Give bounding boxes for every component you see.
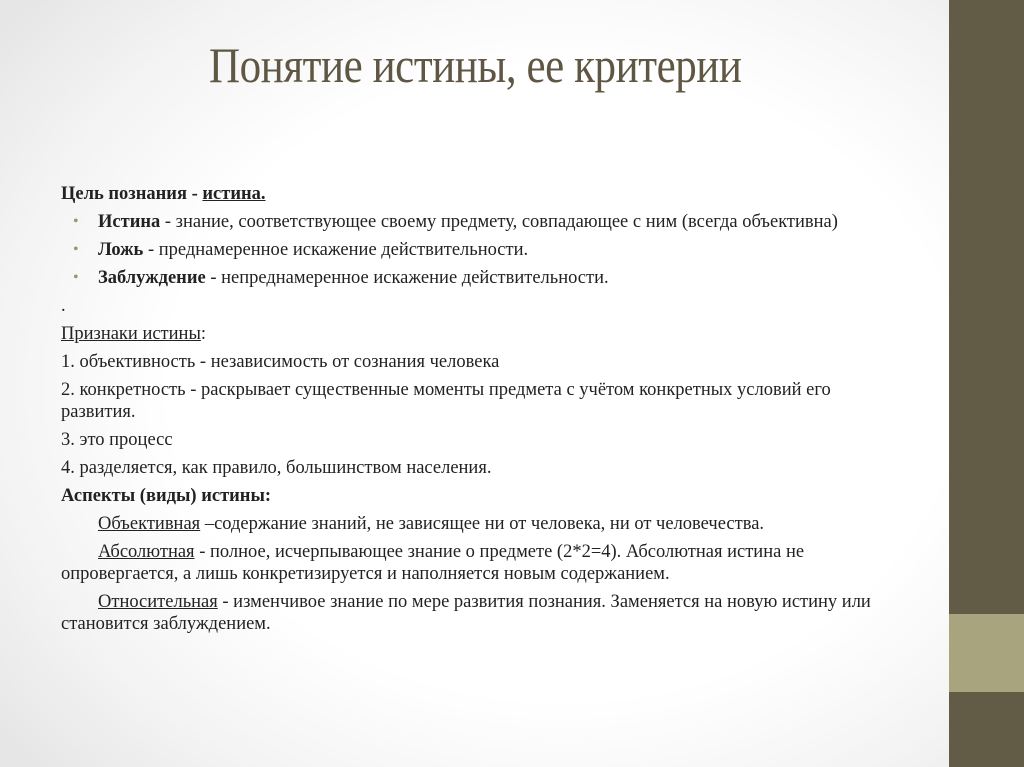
aspect-item <box>61 513 891 535</box>
signs-heading-line <box>61 323 891 345</box>
definition-term: Заблуждение <box>98 268 206 288</box>
decorative-side-band <box>949 614 1024 692</box>
aspect-text: –содержание знаний, не зависящее ни от человека, ни от человечества. <box>200 514 765 534</box>
list-item <box>61 239 891 261</box>
aspect-item <box>61 591 891 635</box>
definition-text: - преднамеренное искажение действительности. <box>143 240 529 260</box>
aspect-term: Относительная <box>98 592 218 612</box>
aspects-heading: Аспекты (виды) истины: <box>61 486 272 506</box>
sign-item: 3. это процесс <box>61 430 173 450</box>
list-item <box>61 211 891 233</box>
sign-item: 1. объективность - независимость от сознания человека <box>61 352 500 372</box>
aspect-text: - изменчивое знание по мере развития познания. Заменяется на новую истину или становится заблуждением. <box>61 592 871 634</box>
aspect-term: Объективная <box>98 514 201 534</box>
list-item <box>61 267 891 289</box>
separator-dot: . <box>61 296 66 316</box>
aspect-term: Абсолютная <box>98 542 195 562</box>
bullet-icon: • <box>73 269 79 286</box>
aspect-text: - полное, исчерпывающее знание о предмете (2*2=4). Абсолютная истина не опровергается, а лишь конкретизируется и наполняется новым содержанием. <box>61 542 805 584</box>
signs-heading: Признаки истины <box>61 324 201 344</box>
signs-heading-suffix: : <box>200 324 207 344</box>
definition-text: - непреднамеренное искажение действительности. <box>205 268 609 288</box>
bullet-icon: • <box>73 241 79 258</box>
goal-line <box>61 183 891 205</box>
slide-title: Понятие истины, ее критерии <box>209 37 742 93</box>
definition-term: Истина <box>98 212 161 232</box>
slide-content <box>61 183 891 641</box>
goal-term: истина. <box>202 184 266 204</box>
bullet-icon: • <box>73 213 79 230</box>
sign-item: 2. конкретность - раскрывает существенные моменты предмета с учётом конкретных условий его развития. <box>61 380 831 422</box>
definitions-list <box>61 211 891 289</box>
definition-term: Ложь <box>98 240 144 260</box>
sign-item: 4. разделяется, как правило, большинством населения. <box>61 458 492 478</box>
goal-prefix: Цель познания - <box>61 184 203 204</box>
aspect-item <box>61 541 891 585</box>
definition-text: - знание, соответствующее своему предмету, совпадающее с ним (всегда объективна) <box>160 212 838 232</box>
